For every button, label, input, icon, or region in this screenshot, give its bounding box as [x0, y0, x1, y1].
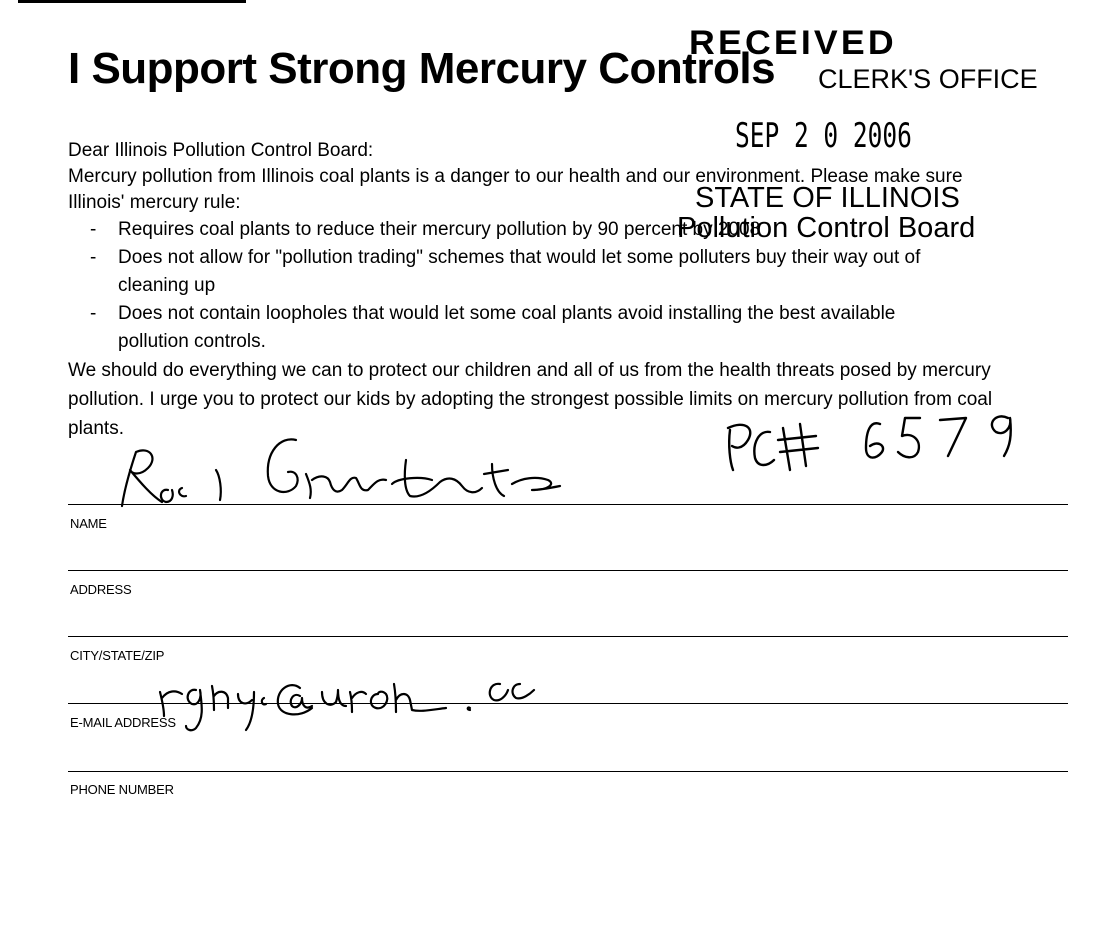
city-state-zip-label: CITY/STATE/ZIP	[70, 648, 165, 663]
requirement-text: Does not allow for "pollution trading" schemes that would let some polluters buy their way out of cleaning up	[118, 247, 921, 296]
stamp-state: STATE OF ILLINOIS	[695, 182, 960, 214]
address-line	[68, 570, 1068, 571]
email-line	[68, 703, 1068, 704]
name-label: NAME	[70, 516, 107, 531]
city-state-zip-line	[68, 636, 1068, 637]
signature-handwriting	[122, 439, 560, 506]
stamp-date: SEP 2 0 2006	[735, 116, 912, 156]
requirement-text: Requires coal plants to reduce their mercury pollution by 90 percent by 2008	[118, 219, 761, 240]
phone-line	[68, 771, 1068, 772]
requirement-text: Does not contain loopholes that would let some coal plants avoid installing the best available pollution controls.	[118, 303, 896, 352]
email-label: E-MAIL ADDRESS	[70, 715, 176, 730]
list-item: - Does not contain loopholes that would let some coal plants avoid installing the best available pollution controls.	[90, 303, 896, 352]
salutation: Dear Illinois Pollution Control Board:	[68, 140, 374, 161]
pc-number-handwriting	[728, 416, 1011, 470]
page-title: I Support Strong Mercury Controls	[68, 44, 776, 93]
closing-paragraph: We should do everything we can to protect our children and all of us from the health threats posed by mercury pollution. I urge you to protect our kids by adopting the strongest possible limits on mercury pollution from coal plants.	[68, 360, 993, 439]
name-line	[68, 504, 1068, 505]
email-handwriting	[160, 684, 534, 730]
stamp-office: CLERK'S OFFICE	[814, 64, 1038, 95]
stamp-received: RECEIVED	[689, 24, 897, 62]
stamp-board: Pollution Control Board	[677, 212, 976, 244]
intro-paragraph: Mercury pollution from Illinois coal plants is a danger to our health and our environment. Please make sure Illinois' mercury rule:	[68, 166, 963, 213]
list-item: - Does not allow for "pollution trading" schemes that would let some polluters buy their way out of cleaning up	[90, 247, 921, 296]
phone-label: PHONE NUMBER	[70, 782, 174, 797]
address-label: ADDRESS	[70, 582, 132, 597]
list-item: - Requires coal plants to reduce their mercury pollution by 90 percent by 2008	[90, 219, 761, 240]
